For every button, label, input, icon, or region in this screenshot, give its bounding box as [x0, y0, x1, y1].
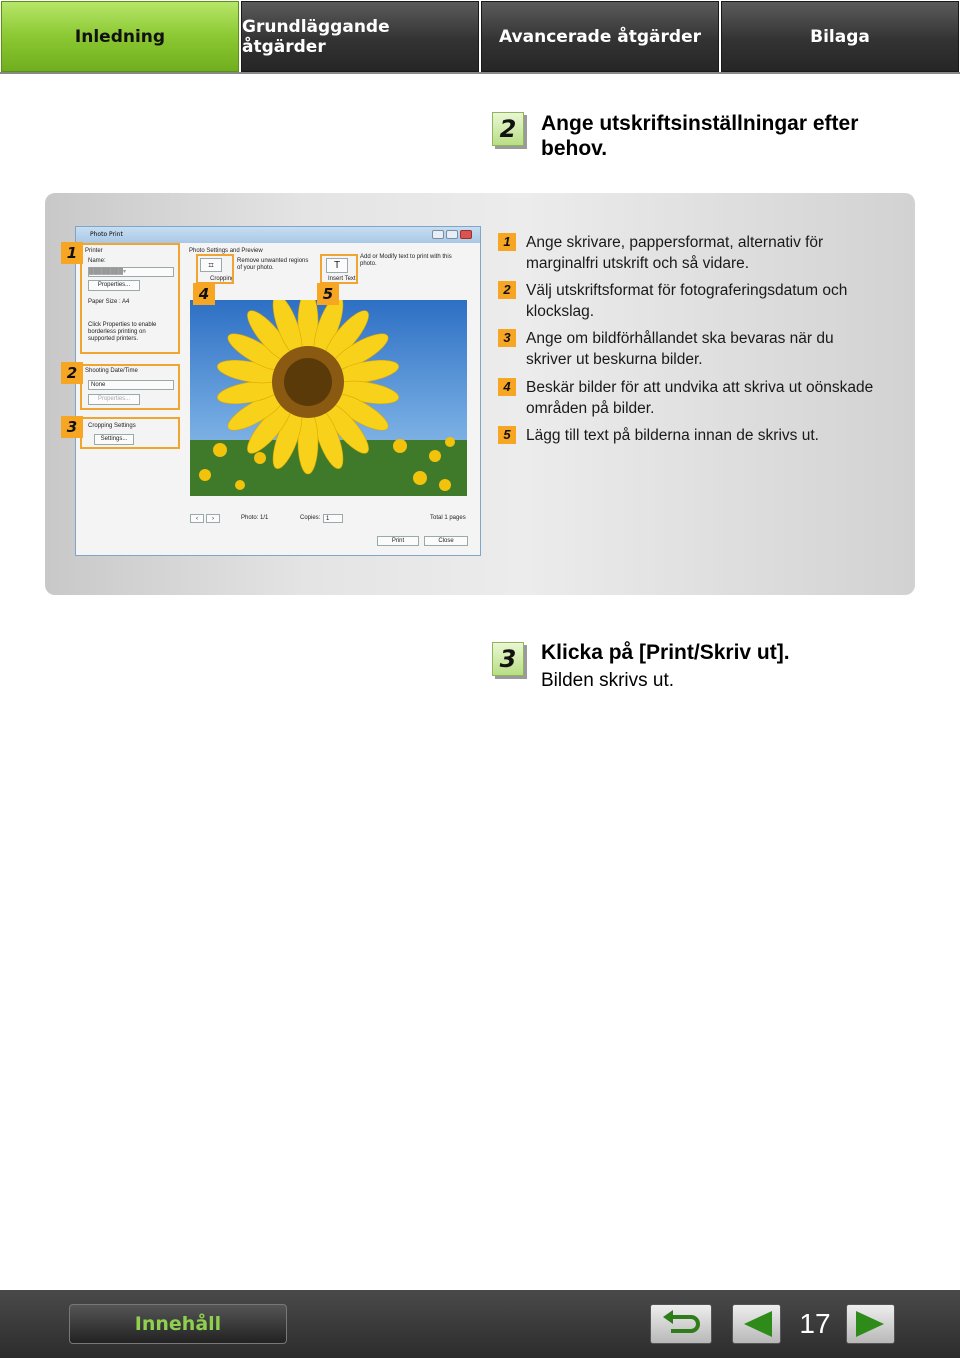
crop-icon: ⌗ — [200, 258, 222, 272]
dialog-print-button: Print — [377, 536, 419, 546]
list-4-line1: Beskär bilder för att undvika att skriva ut oönskade — [526, 379, 874, 396]
total-pages: Total 1 pages — [430, 515, 466, 521]
list-3-line1: Ange om bildförhållandet ska bevaras när du — [526, 330, 834, 347]
list-2-line1: Välj utskriftsformat för fotograferingsdatum och — [526, 282, 848, 299]
list-number-4: 4 — [498, 378, 516, 396]
callout-2: 2 — [61, 362, 83, 384]
highlight-crop — [196, 254, 234, 284]
tab-inledning[interactable]: Inledning — [1, 1, 239, 72]
list-number-1: 1 — [498, 233, 516, 251]
callout-5: 5 — [317, 283, 339, 305]
step-2-title-line2: behov. — [541, 137, 608, 160]
list-item-5 — [498, 425, 908, 449]
list-text-3 — [526, 328, 908, 370]
hint-line1: Click Properties to enable — [88, 322, 157, 328]
shooting-select: None — [88, 380, 174, 390]
text-icon: T — [326, 258, 348, 273]
list-1-line2: marginalfri utskrift och så vidare. — [526, 255, 750, 272]
step-3-badge: 3 — [492, 642, 524, 676]
list-2-line2: klockslag. — [526, 303, 595, 320]
list-item-2 — [498, 280, 908, 324]
step-2-title-line1: Ange utskriftsinställningar efter — [541, 112, 859, 135]
text-desc-line1: Add or Modify text to print with this — [360, 254, 452, 260]
list-1-line1: Ange skrivare, pappersformat, alternativ för — [526, 234, 824, 251]
return-icon — [659, 1309, 703, 1339]
nav-divider — [0, 72, 960, 74]
name-label: Name: — [88, 258, 106, 264]
crop-desc-line2: of your photo. — [237, 265, 274, 271]
callout-1: 1 — [61, 242, 83, 264]
list-item-3 — [498, 328, 908, 372]
highlight-cropping-settings — [80, 417, 180, 449]
insert-text-label: Insert Text — [328, 276, 356, 282]
list-text-2 — [526, 280, 908, 322]
list-number-5: 5 — [498, 426, 516, 444]
list-item-1 — [498, 232, 908, 276]
hint-line2: borderless printing on — [88, 329, 146, 335]
paper-size-text: Paper Size : A4 — [88, 299, 130, 305]
cropping-settings-button: Settings... — [94, 434, 134, 445]
contents-button[interactable]: Innehåll — [69, 1304, 287, 1344]
prev-page-button[interactable] — [732, 1304, 781, 1344]
callout-3: 3 — [61, 416, 83, 438]
dialog-close-button: Close — [424, 536, 468, 546]
list-5-line1: Lägg till text på bilderna innan de skrivs ut. — [526, 427, 819, 444]
step-2-title — [541, 111, 858, 161]
prev-photo-icon: ‹ — [190, 514, 204, 523]
sunflower-image — [190, 300, 467, 496]
list-text-1 — [526, 232, 908, 274]
tab-bilaga[interactable]: Bilaga — [721, 1, 959, 72]
sunflower-photo — [190, 300, 467, 496]
minimize-icon — [432, 230, 444, 239]
step-2-badge: 2 — [492, 112, 524, 146]
list-4-line2: områden på bilder. — [526, 400, 655, 417]
highlight-insert-text — [320, 254, 358, 284]
tab-grundlaggande[interactable]: Grundläggande åtgärder — [241, 1, 479, 72]
text-desc-line2: photo. — [360, 261, 377, 267]
cropping-label: Cropping Settings — [88, 423, 136, 429]
crop-desc-line1: Remove unwanted regions — [237, 258, 309, 264]
crop-description — [237, 258, 308, 272]
cropping-button-label: Cropping — [210, 276, 235, 282]
shooting-label: Shooting Date/Time — [85, 368, 138, 374]
printer-label: Printer — [85, 248, 103, 254]
close-icon — [460, 230, 472, 239]
printer-select: ████████▾ — [88, 267, 174, 277]
list-text-4 — [526, 377, 908, 419]
page-number: 17 — [799, 1308, 831, 1339]
top-navigation — [0, 0, 960, 74]
next-page-button[interactable] — [846, 1304, 895, 1344]
list-3-line2: skriver ut beskurna bilder. — [526, 351, 703, 368]
dialog-title-bar: Photo Print — [76, 227, 480, 243]
step-3-title: Klicka på [Print/Skriv ut]. — [541, 641, 790, 664]
copies-input: 1 — [323, 514, 343, 523]
next-photo-icon: › — [206, 514, 220, 523]
list-number-2: 2 — [498, 281, 516, 299]
tab-avancerade[interactable]: Avancerade åtgärder — [481, 1, 719, 72]
copies-label: Copies: — [300, 515, 321, 521]
return-button[interactable] — [650, 1304, 712, 1344]
printer-properties-button: Properties... — [88, 280, 140, 291]
step-3-subtitle: Bilden skrivs ut. — [541, 670, 675, 691]
list-item-4 — [498, 377, 908, 421]
list-number-3: 3 — [498, 329, 516, 347]
shooting-properties-button: Properties... — [88, 394, 140, 405]
maximize-icon — [446, 230, 458, 239]
highlight-printer — [80, 243, 180, 354]
next-page-icon — [854, 1309, 888, 1339]
photo-counter: Photo: 1/1 — [241, 515, 269, 521]
callout-4: 4 — [193, 283, 215, 305]
prev-page-icon — [740, 1309, 774, 1339]
preview-label: Photo Settings and Preview — [189, 248, 263, 254]
insert-text-description — [360, 254, 460, 268]
list-text-5 — [526, 425, 908, 446]
hint-line3: supported printers. — [88, 336, 139, 342]
highlight-shooting — [80, 364, 180, 410]
